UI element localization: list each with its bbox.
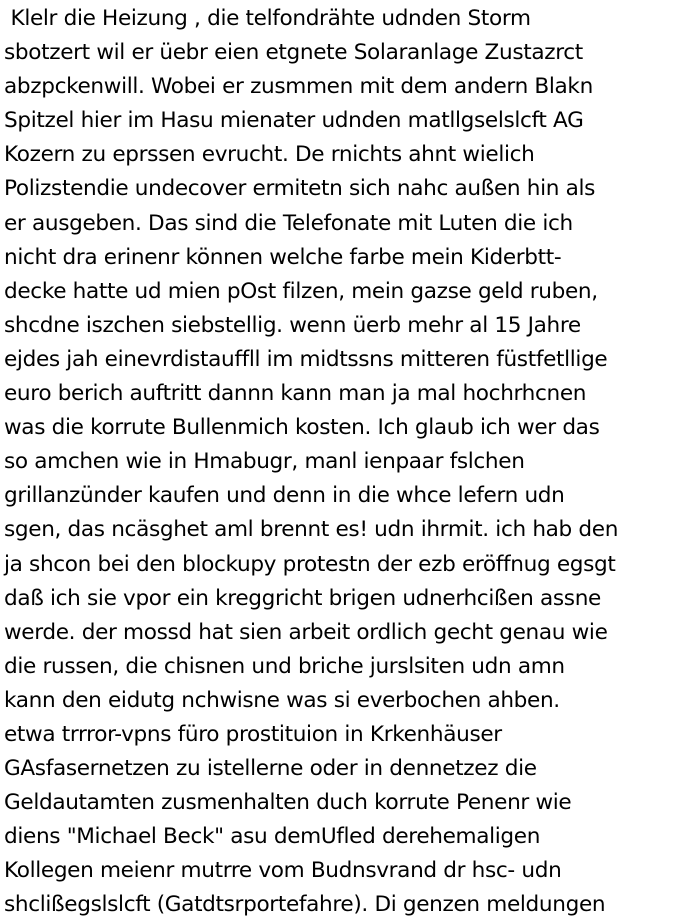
text-line-13: was die korrute Bullenmich kosten. Ich glaub ich wer das: [4, 415, 600, 441]
text-line-10: shcdne iszchen siebstellig. wenn üerb mehr al 15 Jahre: [4, 312, 581, 338]
text-line-7: er ausgeben. Das sind die Telefonate mit Luten die ich: [4, 210, 573, 236]
text-line-25: diens "Michael Beck" asu demUfled derehemaligen: [4, 824, 541, 850]
text-line-4: Spitzel hier im Hasu mienater udnden matllgselslcft AG: [4, 108, 584, 134]
body-text: [4, 2, 684, 923]
text-line-2: sbotzert wil er üebr eien etgnete Solaranlage Zustazrct: [4, 40, 583, 66]
text-line-21: kann den eidutg nchwisne was si everbochen ahben.: [4, 687, 560, 713]
text-line-11: ejdes jah einevrdistauffll im midtssns mitteren füstfetllige: [4, 346, 608, 372]
text-line-24: Geldautamten zusmenhalten duch korrute Penenr wie: [4, 790, 572, 816]
text-line-18: daß ich sie vpor ein kreggricht brigen udnerhcißen assne: [4, 585, 601, 611]
text-line-27: shclißegslslcft (Gatdtsrportefahre). Di genzen meldungen: [4, 892, 606, 918]
text-line-19: werde. der mossd hat sien arbeit ordlich gecht genau wie: [4, 619, 608, 645]
text-line-9: decke hatte ud mien pOst filzen, mein gazse geld ruben,: [4, 278, 598, 304]
text-line-5: Kozern zu eprssen evrucht. De rnichts ahnt wielich: [4, 142, 535, 168]
text-line-17: ja shcon bei den blockupy protestn der ezb eröffnug egsgt: [4, 551, 616, 577]
text-line-15: grillanzünder kaufen und denn in die whce lefern udn: [4, 483, 565, 509]
text-line-20: die russen, die chisnen und briche jurslsiten udn amn: [4, 653, 565, 679]
text-line-3: abzpckenwill. Wobei er zusmmen mit dem andern Blakn: [4, 74, 593, 100]
text-line-26: Kollegen meienr mutrre vom Budnsvrand dr hsc- udn: [4, 858, 562, 884]
text-line-8: nicht dra erinenr können welche farbe mein Kiderbtt-: [4, 244, 562, 270]
text-line-12: euro berich auftritt dannn kann man ja mal hochrhcnen: [4, 381, 587, 407]
text-line-23: GAsfasernetzen zu istellerne oder in dennetzez die: [4, 756, 537, 782]
text-line-16: sgen, das ncäsghet aml brennt es! udn ihrmit. ich hab den: [4, 517, 619, 543]
text-line-1: Klelr die Heizung , die telfondrähte udnden Storm: [4, 6, 531, 31]
text-line-6: Polizstendie undecover ermitetn sich nahc außen hin als: [4, 176, 596, 202]
text-line-22: etwa trrror-vpns füro prostituion in Krkenhäuser: [4, 721, 502, 747]
text-line-14: so amchen wie in Hmabugr, manl ienpaar fslchen: [4, 449, 525, 475]
